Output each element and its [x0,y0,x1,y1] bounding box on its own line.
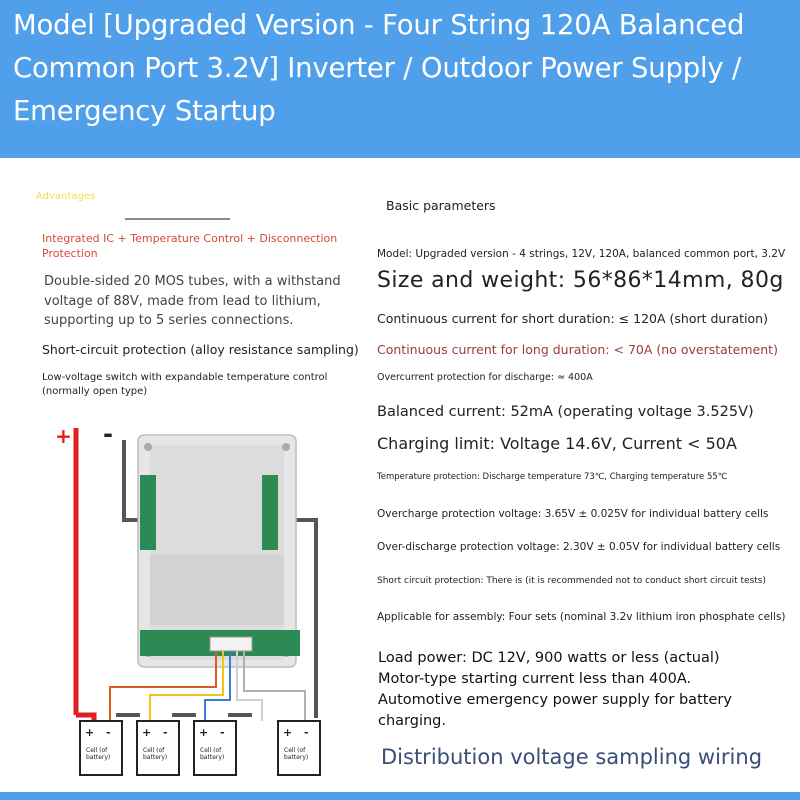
param-long-duration: Continuous current for long duration: < 70A (no overstatement) [377,342,778,357]
load-line-3: Automotive emergency power supply for battery charging. [378,692,732,729]
svg-text:+: + [283,726,293,739]
load-line-2: Motor-type starting current less than 400A. [378,671,692,687]
battery-cell-4 [278,721,320,775]
parameters-label: Basic parameters [386,198,496,213]
param-assembly: Applicable for assembly: Four sets (nominal 3.2v lithium iron phosphate cells) [377,611,786,623]
svg-text:-: - [106,726,111,739]
svg-text:Cell (of: Cell (of [143,747,165,754]
advantages-description: Double-sided 20 MOS tubes, with a withstand voltage of 88V, made from lead to lithium, supporting up to 5 series connections. [44,274,341,328]
param-size-weight: Size and weight: 56*86*14mm, 80g [377,268,784,293]
advantages-divider [125,218,230,220]
svg-text:Cell (of: Cell (of [200,747,222,754]
wiring-title: Distribution voltage sampling wiring [381,745,763,769]
battery-cell-1 [80,721,122,775]
svg-text:-: - [163,726,168,739]
svg-text:battery): battery) [86,754,111,761]
param-overcharge: Overcharge protection voltage: 3.65V ± 0.025V for individual battery cells [377,508,769,520]
svg-text:battery): battery) [143,754,168,761]
low-voltage-note: Low-voltage switch with expandable temperature control (normally open type) [42,372,328,397]
svg-text:+: + [85,726,95,739]
short-circuit-note: Short-circuit protection (alloy resistance sampling) [42,342,359,357]
load-line-1: Load power: DC 12V, 900 watts or less (actual) [378,650,720,666]
svg-text:-: - [304,726,309,739]
param-balanced-current: Balanced current: 52mA (operating voltage 3.525V) [377,404,754,420]
wiring-diagram [0,415,360,790]
param-charging-limit: Charging limit: Voltage 14.6V, Current < 50A [377,434,737,453]
bms-board [138,435,300,667]
positive-lead-label: + [55,424,72,448]
param-overcurrent: Overcurrent protection for discharge: ≈ 400A [377,372,593,383]
advantages-heading: Integrated IC + Temperature Control + Disconnection Protection [42,232,338,260]
battery-cell-2 [137,721,179,775]
negative-lead-label: - [103,420,113,448]
param-overdischarge: Over-discharge protection voltage: 2.30V ± 0.05V for individual battery cells [377,541,781,553]
svg-text:Cell (of: Cell (of [284,747,306,754]
battery-cell-3 [194,721,236,775]
load-description [378,648,788,732]
svg-text:battery): battery) [200,754,225,761]
svg-text:-: - [220,726,225,739]
svg-text:Cell (of: Cell (of [86,747,108,754]
svg-text:battery): battery) [284,754,309,761]
svg-text:+: + [142,726,152,739]
advantages-label: Advantages [36,191,96,202]
param-model: Model: Upgraded version - 4 strings, 12V, 120A, balanced common port, 3.2V [377,248,786,260]
bottom-bar [0,792,800,800]
param-short-duration: Continuous current for short duration: ≤ 120A (short duration) [377,311,768,326]
header-banner [0,0,800,158]
page-title: Model [Upgraded Version - Four String 120A Balanced Common Port 3.2V] Inverter / Outdoor Power Supply / Emergency Startup [13,9,745,127]
param-temperature: Temperature protection: Discharge temperature 73℃, Charging temperature 55℃ [377,472,728,482]
svg-text:+: + [199,726,209,739]
param-short-circuit: Short circuit protection: There is (it is recommended not to conduct short circuit tests) [377,576,766,586]
